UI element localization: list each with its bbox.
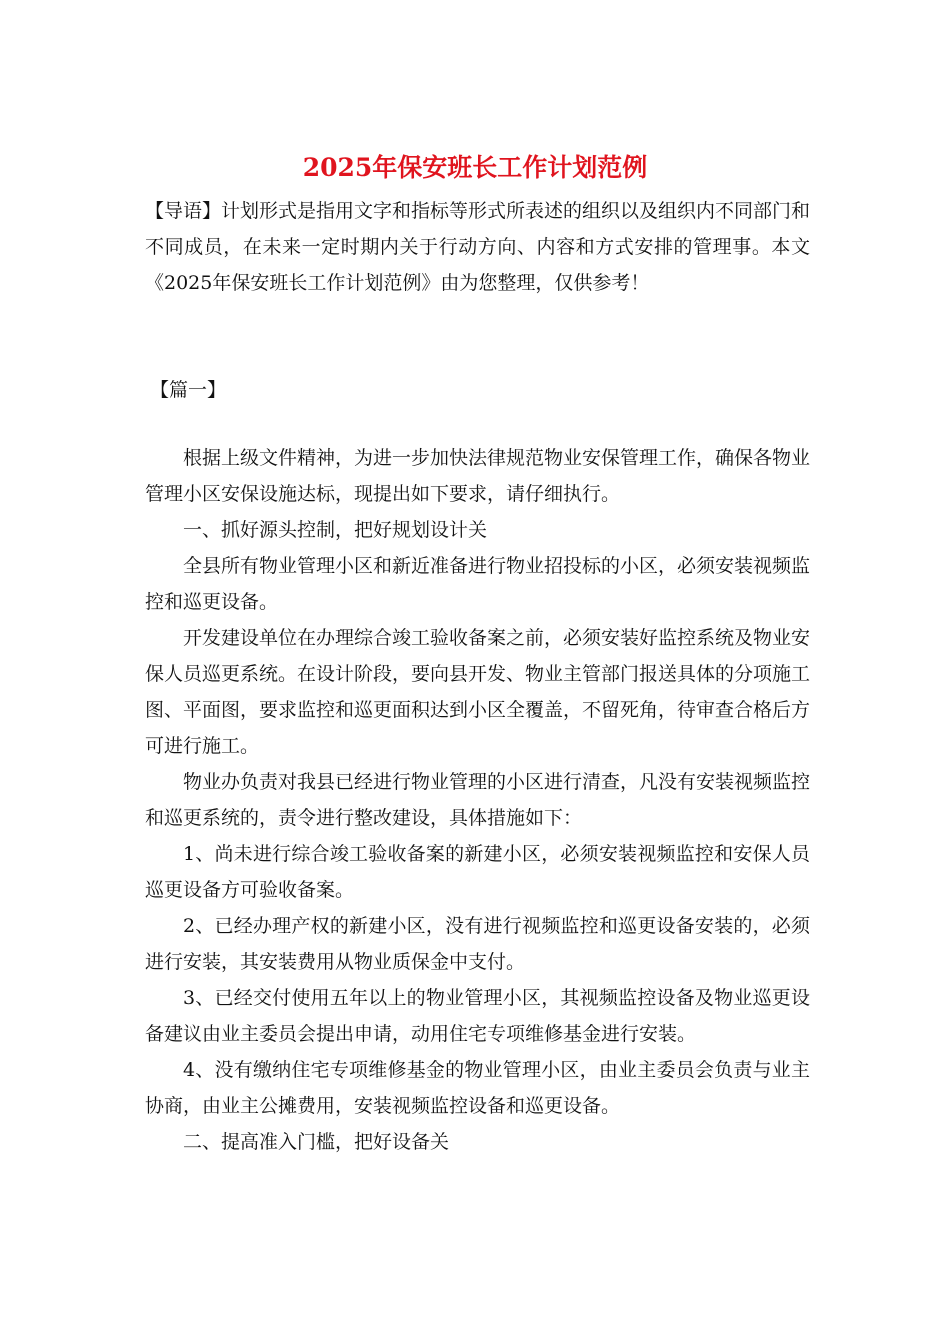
section-label: 【篇一】	[150, 379, 227, 401]
body-paragraph: 根据上级文件精神，为进一步加快法律规范物业安保管理工作，确保各物业管理小区安保设施达标，现提出如下要求，请仔细执行。	[145, 447, 811, 505]
body-paragraph: 3、已经交付使用五年以上的物业管理小区，其视频监控设备及物业巡更设备建议由业主委员会提出申请，动用住宅专项维修基金进行安装。	[145, 987, 810, 1045]
body-paragraph: 开发建设单位在办理综合竣工验收备案之前，必须安装好监控系统及物业安保人员巡更系统。在设计阶段，要向县开发、物业主管部门报送具体的分项施工图、平面图，要求监控和巡更面积达到小区全覆盖，不留死角，待审查合格后方可进行施工。	[145, 627, 811, 757]
body-paragraph: 全县所有物业管理小区和新近准备进行物业招投标的小区，必须安装视频监控和巡更设备。	[145, 555, 811, 613]
body-paragraph: 二、提高准入门槛，把好设备关	[183, 1131, 450, 1153]
body-paragraph: 一、抓好源头控制，把好规划设计关	[183, 519, 488, 541]
document-body	[145, 440, 810, 1160]
body-paragraph: 1、尚未进行综合竣工验收备案的新建小区，必须安装视频监控和安保人员巡更设备方可验收备案。	[145, 843, 810, 901]
intro-paragraph: 【导语】计划形式是指用文字和指标等形式所表述的组织以及组织内不同部门和不同成员，在未来一定时期内关于行动方向、内容和方式安排的管理事。本文《2025年保安班长工作计划范例》由为您整理，仅供参考！	[145, 200, 811, 294]
body-paragraph: 物业办负责对我县已经进行物业管理的小区进行清查，凡没有安装视频监控和巡更系统的，责令进行整改建设，具体措施如下：	[145, 771, 811, 829]
document-title: 2025年保安班长工作计划范例	[302, 153, 648, 182]
body-paragraph: 4、没有缴纳住宅专项维修基金的物业管理小区，由业主委员会负责与业主协商，由业主公摊费用，安装视频监控设备和巡更设备。	[145, 1059, 810, 1117]
body-paragraph: 2、已经办理产权的新建小区，没有进行视频监控和巡更设备安装的，必须进行安装，其安装费用从物业质保金中支付。	[145, 915, 810, 973]
